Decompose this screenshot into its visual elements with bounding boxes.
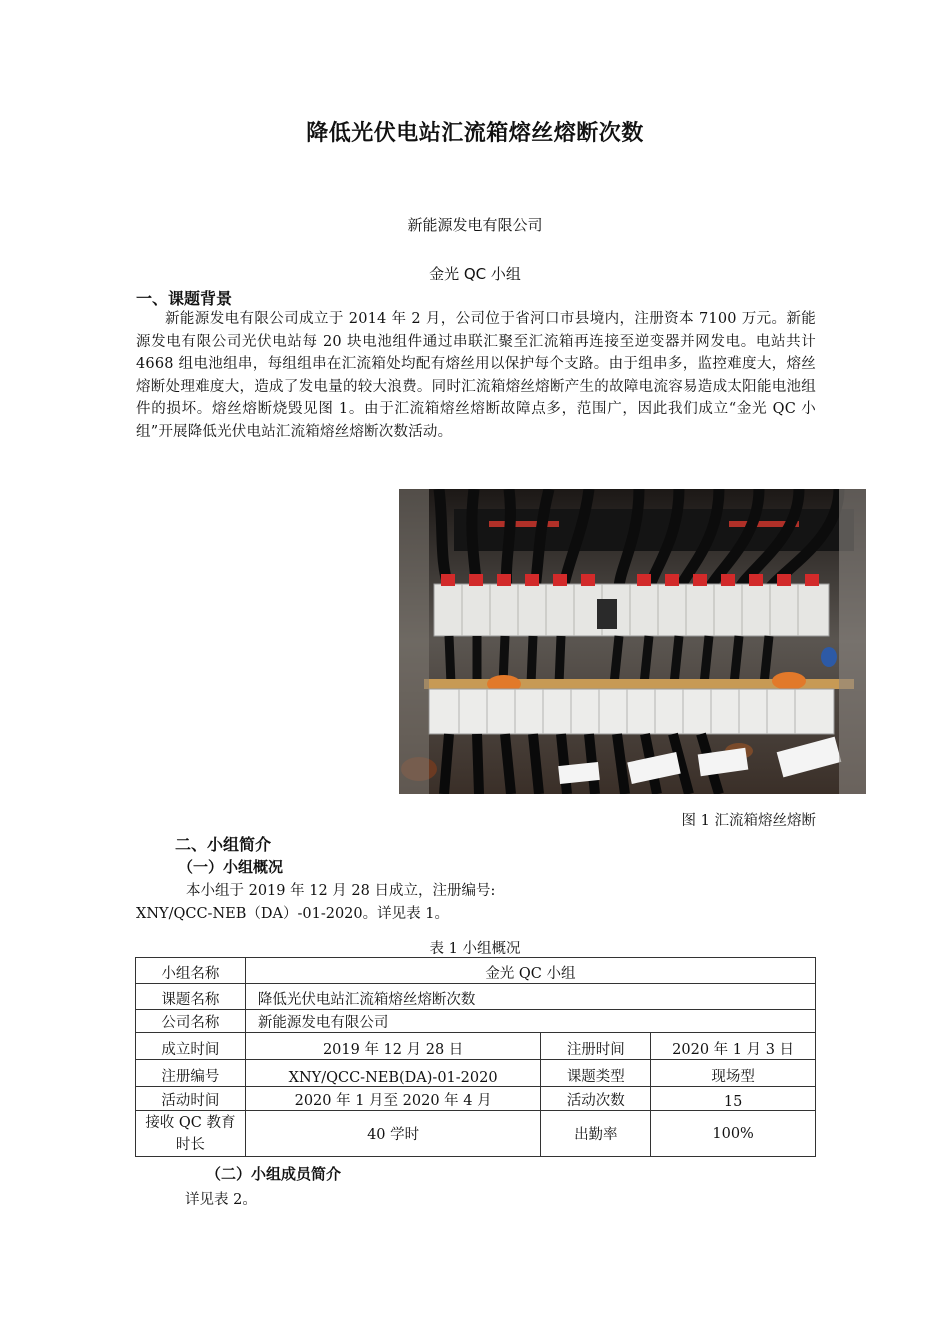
- table-value-cell: 100%: [651, 1111, 816, 1157]
- table-label-cell: 出勤率: [541, 1111, 651, 1157]
- overview-line-2: XNY/QCC-NEB（DA）-01-2020。详见表 1。: [136, 906, 449, 922]
- table-label-cell: 接收 QC 教育时长: [136, 1111, 246, 1157]
- table-row: [136, 958, 816, 984]
- table-row: [136, 1033, 816, 1060]
- table-caption: 表 1 小组概况: [429, 941, 521, 957]
- figure-caption: 图 1 汇流箱熔丝熔断: [681, 813, 816, 829]
- subheading-group-overview: （一）小组概况: [178, 858, 284, 876]
- group-name: 金光 QC 小组: [429, 265, 521, 283]
- table-label-cell: 注册编号: [136, 1060, 246, 1087]
- table-label-cell: 注册时间: [541, 1033, 651, 1060]
- table-value-cell: XNY/QCC-NEB(DA)-01-2020: [245, 1060, 541, 1087]
- table-value-cell: 2020 年 1 月至 2020 年 4 月: [245, 1087, 541, 1111]
- overview-line-1: 本小组于 2019 年 12 月 28 日成立，注册编号:: [186, 883, 496, 899]
- table-row: [136, 1087, 816, 1111]
- member-intro-paragraph: 详见表 2。: [185, 1192, 257, 1208]
- table-row: [136, 1010, 816, 1033]
- section-heading-group-intro: 二、小组简介: [175, 835, 272, 854]
- group-overview-paragraph: [136, 880, 816, 926]
- document-title: 降低光伏电站汇流箱熔丝熔断次数: [306, 121, 644, 146]
- table-value-cell: 2020 年 1 月 3 日: [651, 1033, 816, 1060]
- group-overview-table: [135, 957, 816, 1157]
- table-value-cell: 降低光伏电站汇流箱熔丝熔断次数: [245, 984, 815, 1010]
- table-label-cell: 活动时间: [136, 1087, 246, 1111]
- section-heading-background: 一、课题背景: [136, 289, 233, 308]
- table-row: [136, 1060, 816, 1087]
- table-label-cell: 课题名称: [136, 984, 246, 1010]
- table-label-cell: 成立时间: [136, 1033, 246, 1060]
- table-row: [136, 1111, 816, 1157]
- background-paragraph: 新能源发电有限公司成立于 2014 年 2 月，公司位于省河口市县境内，注册资本 7100 万元。新能源发电有限公司光伏电站每 20 块电池组件通过串联汇聚至汇流箱再连接至逆变器并网发电。电站共计 4668 组电池组串，每组组串在汇流箱处均配有熔丝用以保护每个支路。由于组串多，监控难度大，熔丝熔断处理难度大，造成了发电量的较大浪费。同时汇流箱熔丝熔断产生的故障电流容易造成太阳能电池组件的损坏。熔丝熔断烧毁见图 1。由于汇流箱熔丝熔断故障点多，范围广，因此我们成立“金光 QC 小组”开展降低光伏电站汇流箱熔丝熔断次数活动。: [136, 311, 816, 440]
- table-value-cell: 现场型: [651, 1060, 816, 1087]
- table-label-cell: 课题类型: [541, 1060, 651, 1087]
- table-value-cell: 2019 年 12 月 28 日: [245, 1033, 541, 1060]
- company-name: 新能源发电有限公司: [407, 216, 543, 234]
- table-value-cell: 金光 QC 小组: [245, 958, 815, 984]
- table-value-cell: 40 学时: [245, 1111, 541, 1157]
- table-value-cell: 15: [651, 1087, 816, 1111]
- table-label-cell: 公司名称: [136, 1010, 246, 1033]
- subheading-member-intro: （二）小组成员简介: [206, 1165, 342, 1183]
- table-row: [136, 984, 816, 1010]
- table-label-cell: 活动次数: [541, 1087, 651, 1111]
- table-value-cell: 新能源发电有限公司: [245, 1010, 815, 1033]
- combiner-box-photo: [399, 489, 866, 794]
- table-label-cell: 小组名称: [136, 958, 246, 984]
